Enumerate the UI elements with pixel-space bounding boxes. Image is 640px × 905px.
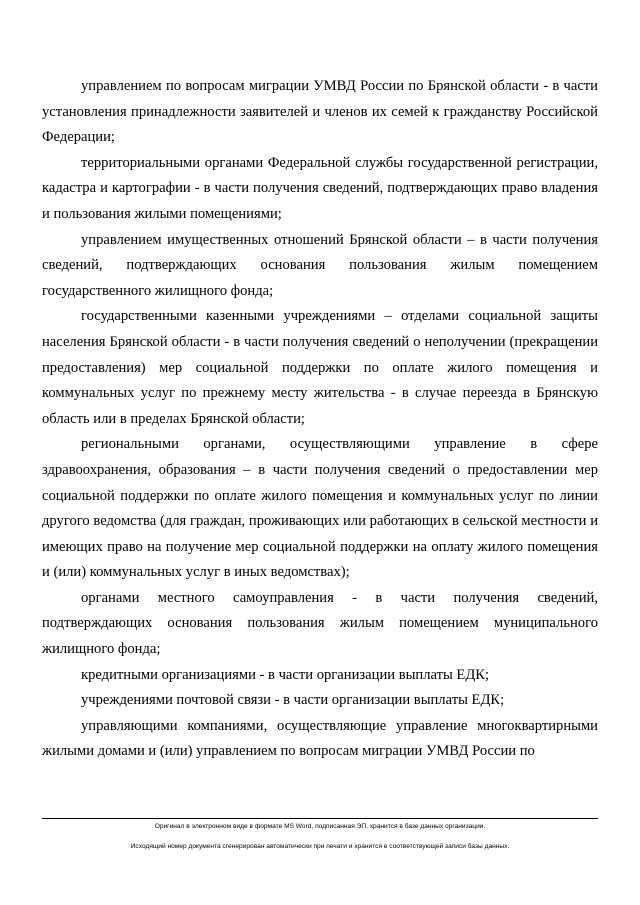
paragraph-local-government: органами местного самоуправления - в части получения сведений, подтверждающих основания пользования жилым помещением муниципального жилищного фонда; [42,589,598,658]
paragraph-property-relations: управлением имущественных отношений Брянской области – в части получения сведений, подтверждающих основания пользования жилым помещением государственного жилищного фонда; [42,231,598,299]
paragraph-postal-institutions: учреждениями почтовой связи - в части организации выплаты ЕДК; [81,692,505,709]
paragraph-social-protection: государственными казенными учреждениями – отделами социальной защиты населения Брянской области - в части получения сведений о неполучении (прекращении предоставления) мер социальной поддержки по оплате жилого помещения и коммунальных услуг по прежнему месту жительства - в случае переезда в Брянскую область или в пределах Брянской области; [42,308,598,427]
footer-divider [42,818,598,819]
footer-original-note: Оригинал в электронном виде в формате MS Word, подписанная ЭП, хранится в базе данных организации. [154,823,486,830]
paragraph-migration-department: управлением по вопросам миграции УМВД России по Брянской области - в части установления принадлежности заявителей и членов их семей к гражданству Российской Федерации; [42,78,598,146]
paragraph-management-companies: управляющими компаниями, осуществляющие управление многоквартирными жилыми домами и (или) управлением по вопросам миграции УМВД России по [42,717,598,760]
document-body [42,74,598,765]
paragraph-regional-bodies: региональными органами, осуществляющими управление в сфере здравоохранения, образования – в части получения сведений о предоставлении мер социальной поддержки по оплате жилого помещения и коммунальных услуг по линии другого ведомства (для граждан, проживающих или работающих в сельской местности и имеющих право на получение мер социальной поддержки на оплату жилого помещения и (или) коммунальных услуг в иных ведомствах); [42,436,598,581]
paragraph-credit-organizations: кредитными организациями - в части организации выплаты ЕДК; [81,666,490,683]
paragraph-rosreestr: территориальными органами Федеральной службы государственной регистрации, кадастра и картографии - в части получения сведений, подтверждающих право владения и пользования жилыми помещениями; [42,154,598,222]
footer-outgoing-number-note: Исходящий номер документа сгенерирован автоматически при печати и хранится в соответствующей записи базы данных. [130,843,510,850]
